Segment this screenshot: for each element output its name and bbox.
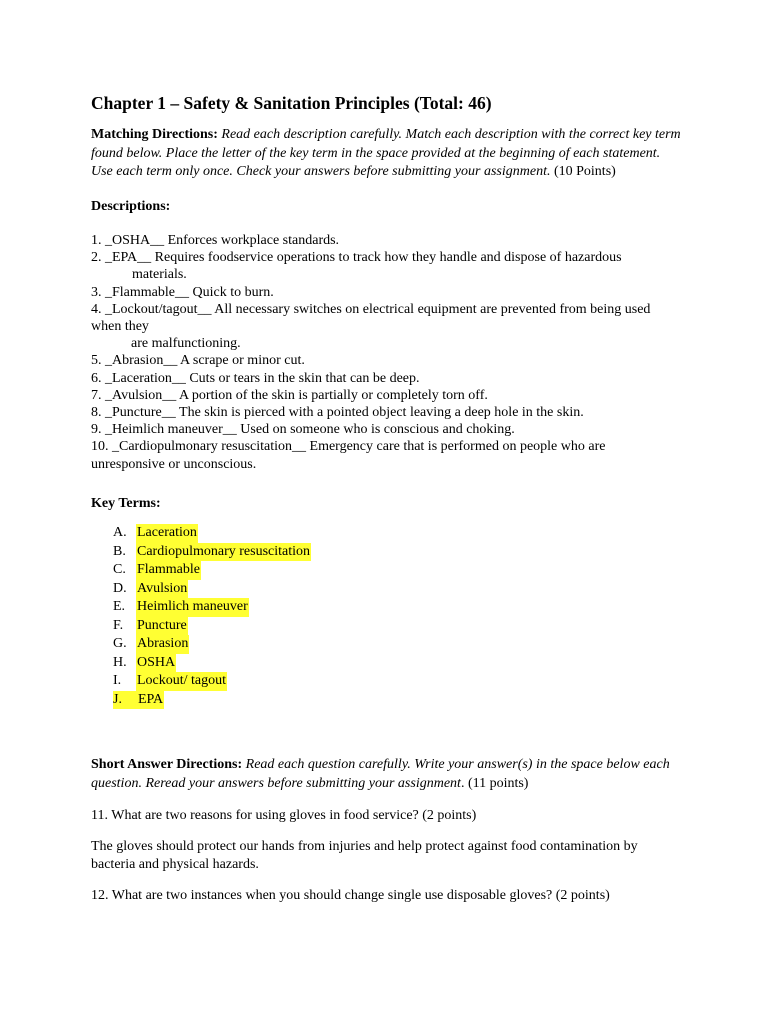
key-term-letter: H. xyxy=(113,654,127,670)
key-term-letter: F. xyxy=(113,617,124,633)
answer-11: The gloves should protect our hands from injuries and help protect against food contamination by bacteria and physical hazards. xyxy=(91,838,638,873)
short-answer-label: Short Answer Directions: xyxy=(91,757,243,773)
key-term-item xyxy=(91,524,681,543)
matching-directions-text: Read each description carefully. Match each description with the correct key term found below. Place the letter of the key term in the space provided at the beginning of each statement. Use each term only once. Check your answers before submitting your assignment. xyxy=(91,127,681,179)
key-term-item xyxy=(91,561,681,580)
key-term-item xyxy=(91,617,681,636)
key-term-item xyxy=(91,580,681,599)
key-term-item xyxy=(91,672,681,691)
key-term-letter: J. xyxy=(113,691,137,710)
key-term-text: EPA xyxy=(137,691,164,710)
question-12: 12. What are two instances when you should change single use disposable gloves? (2 points) xyxy=(91,887,610,903)
key-term-item xyxy=(91,543,681,562)
short-answer-points: . (11 points) xyxy=(460,775,529,791)
document-page xyxy=(91,92,681,905)
description-item-6: 6. _Laceration__ Cuts or tears in the skin that can be deep. xyxy=(91,370,420,386)
key-terms-list xyxy=(91,524,681,709)
descriptions-list xyxy=(91,232,681,473)
key-term-text: Abrasion xyxy=(136,635,189,654)
key-term-text: Avulsion xyxy=(136,580,188,599)
description-item-7: 7. _Avulsion__ A portion of the skin is partially or completely torn off. xyxy=(91,387,488,403)
descriptions-heading: Descriptions: xyxy=(91,198,171,214)
key-term-letter: G. xyxy=(113,636,127,652)
description-item-1: 1. _OSHA__ Enforces workplace standards. xyxy=(91,233,340,248)
key-term-letter: C. xyxy=(113,562,126,578)
matching-directions-points: (10 Points) xyxy=(550,164,616,179)
description-item-5: 5. _Abrasion__ A scrape or minor cut. xyxy=(91,353,305,369)
key-term-item xyxy=(91,598,681,617)
description-item-3: 3. _Flammable__ Quick to burn. xyxy=(91,284,274,300)
key-term-letter: A. xyxy=(113,525,127,541)
short-answer-text: Read each question carefully. Write your answer(s) in the space below each question. Reread your answers before submitting your assignment xyxy=(91,757,670,791)
key-term-text: Heimlich maneuver xyxy=(136,598,249,617)
key-term-letter: D. xyxy=(113,580,127,596)
key-terms-heading: Key Terms: xyxy=(91,495,161,511)
description-item-2-continued: materials. xyxy=(132,267,187,283)
description-item-10: 10. _Cardiopulmonary resuscitation__ Emergency care that is performed on people who are unresponsive or unconscious. xyxy=(91,439,606,472)
question-11: 11. What are two reasons for using gloves in food service? (2 points) xyxy=(91,808,477,824)
description-item-8: 8. _Puncture__ The skin is pierced with a pointed object leaving a deep hole in the skin. xyxy=(91,405,584,421)
short-answer-directions xyxy=(91,756,681,793)
description-item-4-continued: are malfunctioning. xyxy=(131,336,241,352)
key-term-text: Laceration xyxy=(136,524,198,543)
key-term-item xyxy=(91,654,681,673)
key-term-text: OSHA xyxy=(136,654,176,673)
key-term-letter: B. xyxy=(113,543,126,559)
key-term-item xyxy=(91,635,681,654)
key-term-text: Flammable xyxy=(136,561,201,580)
matching-directions-label: Matching Directions: xyxy=(91,127,218,142)
key-term-text: Lockout/ tagout xyxy=(136,672,227,691)
key-term-text: Puncture xyxy=(136,617,188,636)
description-item-2: 2. _EPA__ Requires foodservice operations to track how they handle and dispose of hazardous xyxy=(91,250,622,266)
key-term-letter: I. xyxy=(113,673,122,689)
description-item-4: 4. _Lockout/tagout__ All necessary switches on electrical equipment are prevented from being used when they xyxy=(91,301,651,335)
matching-directions xyxy=(91,126,681,182)
description-item-9: 9. _Heimlich maneuver__ Used on someone who is conscious and choking. xyxy=(91,422,515,438)
key-term-item xyxy=(91,691,681,710)
chapter-title: Chapter 1 – Safety & Sanitation Principles (Total: 46) xyxy=(91,93,492,113)
key-term-letter: E. xyxy=(113,599,126,615)
key-term-text: Cardiopulmonary resuscitation xyxy=(136,543,311,562)
